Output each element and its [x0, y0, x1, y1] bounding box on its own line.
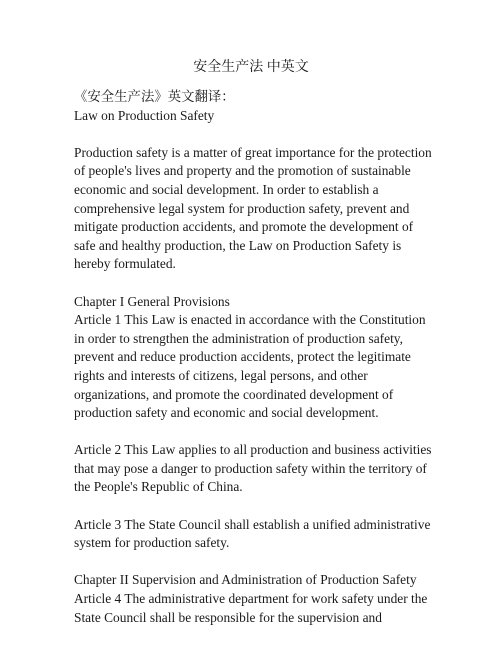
law-name: Law on Production Safety [74, 107, 215, 123]
text-line: prevent and reduce production accidents, protect the legitimate [74, 349, 411, 365]
paragraph-gap [74, 553, 414, 572]
text-line: hereby formulated. [74, 256, 176, 272]
paragraph-gap [74, 497, 414, 516]
text-line: Article 3 The State Council shall establish a unified administrative [74, 516, 431, 532]
chapter-heading: Chapter II Supervision and Administration of Production Safety [74, 572, 417, 588]
paragraph-gap [74, 423, 414, 442]
text-line: Article 4 The administrative department for work safety under the [74, 591, 428, 607]
text-line: that may pose a danger to production safety within the territory of [74, 460, 427, 476]
preamble-paragraph [74, 144, 432, 274]
text-line: in order to strengthen the administration of production safety, [74, 330, 403, 346]
text-line: of people's lives and property and the promotion of sustainable [74, 163, 411, 179]
text-line: rights and interests of citizens, legal persons, and other [74, 367, 368, 383]
text-line: Article 2 This Law applies to all production and business activities [74, 442, 432, 458]
text-line: the People's Republic of China. [74, 479, 243, 495]
text-line: system for production safety. [74, 535, 230, 551]
article-1-paragraph [74, 311, 426, 423]
article-2-paragraph [74, 441, 432, 497]
text-line: State Council shall be responsible for the supervision and [74, 609, 382, 625]
article-3-paragraph [74, 516, 431, 553]
paragraph-gap [74, 125, 414, 144]
text-line: safe and healthy production, the Law on Production Safety is [74, 237, 402, 253]
text-line: economic and social development. In order to establish a [74, 181, 379, 197]
article-4-paragraph [74, 590, 428, 627]
text-line: organizations, and promote the coordinated development of [74, 386, 394, 402]
text-line: mitigate production accidents, and promote the development of [74, 219, 414, 235]
text-line: Production safety is a matter of great importance for the protection [74, 144, 432, 160]
text-line: comprehensive legal system for production safety, prevent and [74, 200, 410, 216]
text-line: Article 1 This Law is enacted in accordance with the Constitution [74, 312, 426, 328]
chapter-heading: Chapter I General Provisions [74, 293, 230, 309]
document-subtitle: 《安全生产法》英文翻译： [74, 89, 235, 104]
text-line: production safety and economic and social development. [74, 405, 379, 421]
paragraph-gap [74, 274, 414, 293]
document-title: 安全生产法 中英文 [193, 60, 309, 75]
document-body [74, 88, 432, 627]
